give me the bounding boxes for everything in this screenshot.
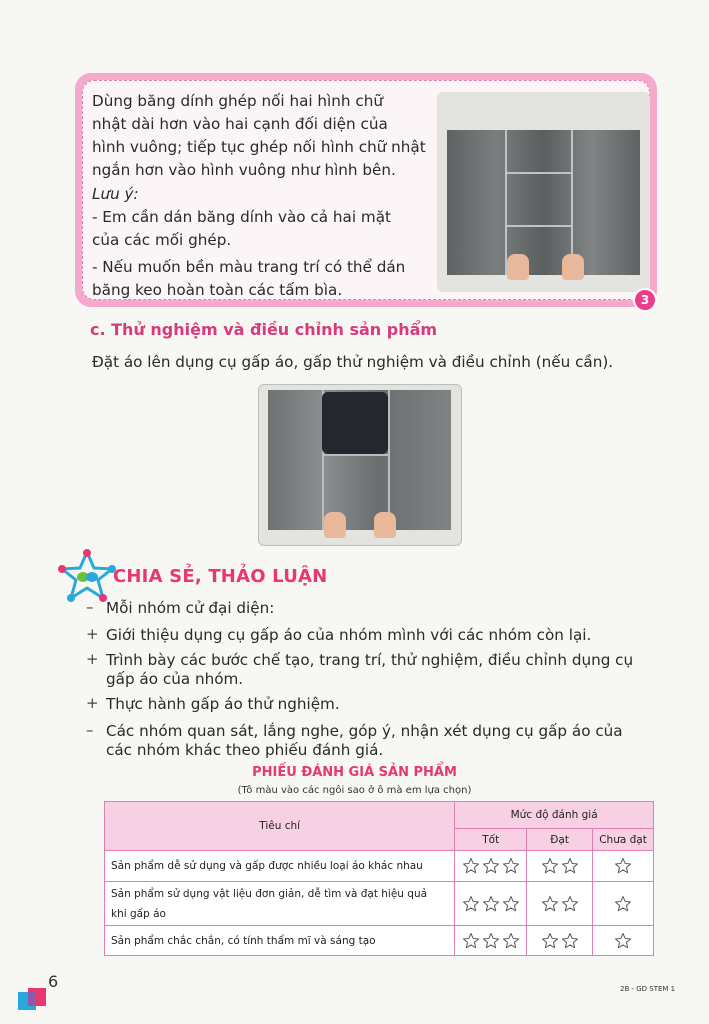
star-group-fail[interactable]	[593, 882, 654, 926]
image-number-badge: 3	[633, 288, 657, 312]
table-row	[105, 882, 654, 926]
list-marker: +	[86, 625, 99, 643]
note-line: của các mối ghép.	[92, 231, 232, 249]
list-marker: +	[86, 650, 99, 668]
share-item: Thực hành gấp áo thử nghiệm.	[106, 695, 340, 713]
star-icon[interactable]	[561, 932, 579, 950]
star-icon[interactable]	[541, 932, 559, 950]
section-c-description: Đặt áo lên dụng cụ gấp áo, gấp thử nghiệm và điều chỉnh (nếu cần).	[92, 353, 614, 371]
star-icon[interactable]	[614, 895, 632, 913]
share-item: Trình bày các bước chế tạo, trang trí, thử nghiệm, điều chỉnh dụng cụ	[106, 651, 634, 669]
step-photo	[447, 130, 640, 275]
level-fail: Chưa đạt	[593, 829, 654, 851]
share-item: Mỗi nhóm cử đại diện:	[106, 599, 275, 617]
footer-code: 2B - GD STEM 1	[620, 985, 676, 993]
share-item: gấp áo của nhóm.	[106, 670, 244, 688]
step-line: nhật dài hơn vào hai cạnh đối diện của	[92, 115, 388, 133]
criteria-text: khi gấp áo	[111, 907, 166, 920]
list-marker: –	[86, 598, 94, 616]
criteria-cell	[105, 926, 455, 956]
star-icon[interactable]	[462, 932, 480, 950]
star-group-good[interactable]	[455, 926, 527, 956]
table-row	[105, 851, 654, 882]
star-icon[interactable]	[561, 895, 579, 913]
note-line: - Nếu muốn bền màu trang trí có thể dán	[92, 258, 406, 276]
star-icon[interactable]	[541, 857, 559, 875]
criteria-cell	[105, 882, 455, 926]
step-line: ngắn hơn vào hình vuông như hình bên.	[92, 161, 396, 179]
share-item: các nhóm khác theo phiếu đánh giá.	[106, 741, 384, 759]
share-item: Các nhóm quan sát, lắng nghe, góp ý, nhận xét dụng cụ gấp áo của	[106, 722, 623, 740]
page-number: 6	[48, 972, 59, 991]
step-instructions	[92, 90, 428, 302]
star-icon[interactable]	[482, 932, 500, 950]
share-title: CHIA SẺ, THẢO LUẬN	[113, 566, 328, 587]
star-icon[interactable]	[614, 857, 632, 875]
evaluation-title: PHIẾU ĐÁNH GIÁ SẢN PHẨM	[252, 765, 457, 780]
hand-right	[374, 512, 396, 538]
note-line: - Em cần dán băng dính vào cả hai mặt	[92, 208, 391, 226]
criteria-cell	[105, 851, 455, 882]
list-marker: –	[86, 721, 94, 739]
test-photo	[268, 390, 451, 530]
star-icon[interactable]	[541, 895, 559, 913]
star-group-pass[interactable]	[527, 926, 593, 956]
evaluation-subtitle: (Tô màu vào các ngôi sao ở ô mà em lựa chọn)	[237, 785, 472, 796]
evaluation-table	[104, 801, 654, 956]
star-icon[interactable]	[502, 932, 520, 950]
star-group-good[interactable]	[455, 882, 527, 926]
star-icon[interactable]	[561, 857, 579, 875]
star-icon[interactable]	[502, 895, 520, 913]
section-c-title: c. Thử nghiệm và điều chỉnh sản phẩm	[90, 320, 438, 339]
share-item: Giới thiệu dụng cụ gấp áo của nhóm mình với các nhóm còn lại.	[106, 626, 592, 644]
hand-right	[562, 254, 584, 280]
star-icon[interactable]	[462, 857, 480, 875]
star-group-fail[interactable]	[593, 926, 654, 956]
star-icon[interactable]	[482, 857, 500, 875]
criteria-text: Sản phẩm sử dụng vật liệu đơn giản, dễ tìm và đạt hiệu quả	[111, 887, 428, 900]
level-good: Tốt	[455, 829, 527, 851]
level-pass: Đạt	[527, 829, 593, 851]
star-group-fail[interactable]	[593, 851, 654, 882]
note-title: Lưu ý:	[92, 185, 139, 203]
shirt	[322, 392, 388, 454]
star-icon[interactable]	[482, 895, 500, 913]
page-corner-decoration	[18, 988, 48, 1012]
note-line: băng keo hoàn toàn các tấm bìa.	[92, 281, 343, 299]
criteria-text: Sản phẩm dễ sử dụng và gấp được nhiều loại áo khác nhau	[111, 860, 423, 872]
star-icon[interactable]	[502, 857, 520, 875]
list-marker: +	[86, 694, 99, 712]
star-icon[interactable]	[462, 895, 480, 913]
step-line: Dùng băng dính ghép nối hai hình chữ	[92, 92, 383, 110]
step-line: hình vuông; tiếp tục ghép nối hình chữ nhật	[92, 138, 426, 156]
star-group-pass[interactable]	[527, 851, 593, 882]
hand-left	[507, 254, 529, 280]
level-header: Mức độ đánh giá	[455, 802, 654, 829]
star-group-good[interactable]	[455, 851, 527, 882]
hand-left	[324, 512, 346, 538]
star-group-pass[interactable]	[527, 882, 593, 926]
criteria-header: Tiêu chí	[105, 802, 455, 851]
table-row	[105, 926, 654, 956]
criteria-text: Sản phẩm chắc chắn, có tính thẩm mĩ và sáng tạo	[111, 934, 376, 947]
star-icon[interactable]	[614, 932, 632, 950]
